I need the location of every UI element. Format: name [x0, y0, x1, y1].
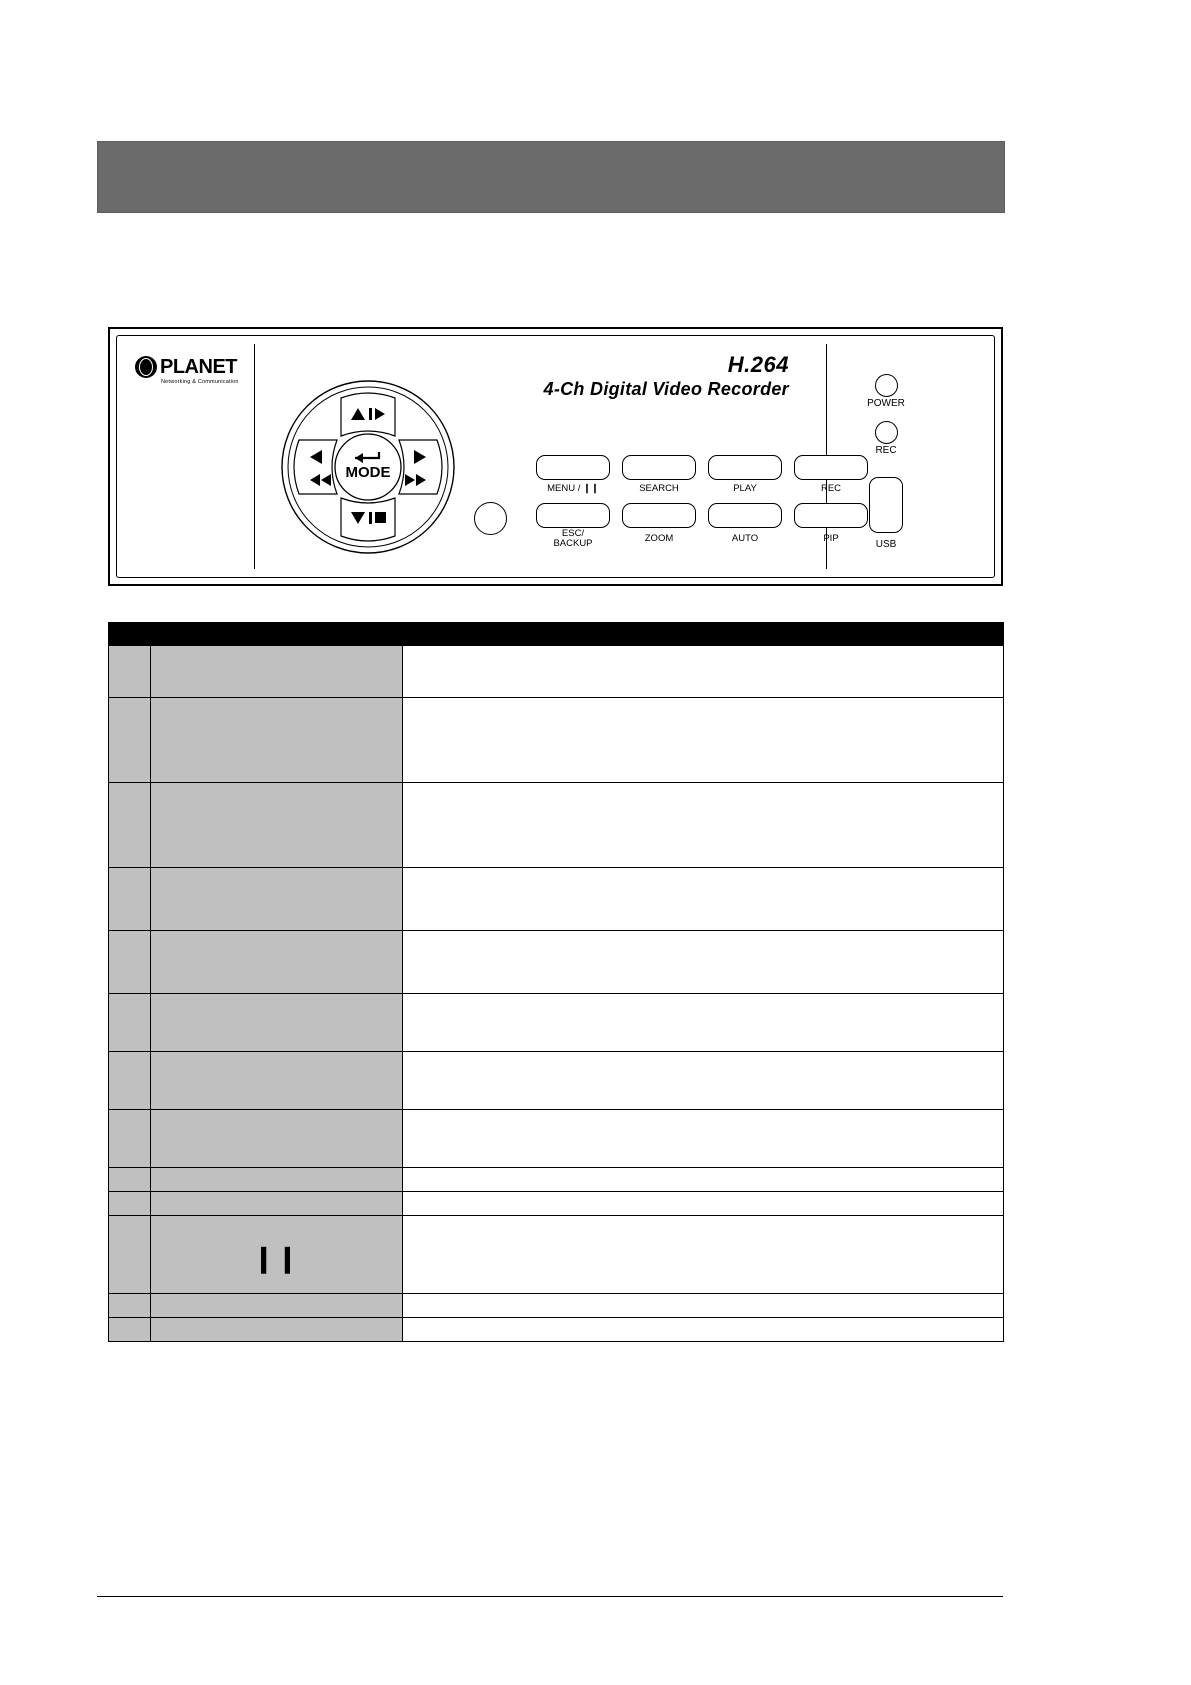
product-title: [544, 352, 789, 400]
row-item-text: [151, 698, 402, 706]
menu-pause-label: MENU / ❙❙: [547, 483, 599, 494]
table-row: [109, 994, 1004, 1052]
row-description-cell: [403, 994, 1004, 1052]
row-description-cell: [403, 698, 1004, 783]
rec-label: REC: [820, 483, 842, 494]
play-label: PLAY: [733, 483, 757, 494]
row-description-cell: [403, 783, 1004, 868]
pip-button[interactable]: [794, 503, 868, 528]
row-item-cell: [151, 646, 403, 698]
product-codec: H.264: [727, 352, 789, 377]
table-row: [109, 1216, 1004, 1294]
table-header: [109, 623, 1004, 646]
row-description-text: [403, 994, 1003, 1002]
row-item-text: [151, 868, 402, 876]
row-description-text: [403, 1318, 1003, 1326]
row-description-cell: [403, 1216, 1004, 1294]
row-item-cell: [151, 1052, 403, 1110]
pause-icon: ❙❙: [252, 1243, 301, 1273]
brand-logo: [135, 356, 255, 385]
row-item-text: [151, 994, 402, 1002]
footer-divider: [97, 1596, 1003, 1597]
panel-inner-frame: [116, 335, 995, 578]
row-number-cell: [109, 1168, 151, 1192]
table-row: [109, 1318, 1004, 1342]
rec-led-icon: [875, 421, 898, 444]
auto-label: AUTO: [731, 533, 759, 544]
row-number-cell: [109, 698, 151, 783]
row-item-cell: [151, 698, 403, 783]
row-description-cell: [403, 1318, 1004, 1342]
rec-led-label: REC: [875, 445, 897, 456]
row-item-text: [151, 1192, 402, 1200]
product-model: 4-Ch Digital Video Recorder: [543, 379, 789, 399]
row-description-text: [403, 783, 1003, 791]
header-cell-item: [151, 623, 403, 646]
row-item-cell: [151, 1168, 403, 1192]
table-row: [109, 698, 1004, 783]
row-description-text: [403, 1052, 1003, 1060]
table-row: [109, 931, 1004, 994]
row-description-text: [403, 646, 1003, 654]
row-description-text: [403, 698, 1003, 706]
row-item-text: [151, 1318, 402, 1326]
row-number-text: [109, 1294, 150, 1302]
svg-text:MODE: MODE: [345, 464, 391, 481]
row-description-cell: [403, 646, 1004, 698]
row-number-cell: [109, 994, 151, 1052]
row-description-cell: [403, 931, 1004, 994]
table-body: [109, 646, 1004, 1342]
table-header-row: [109, 623, 1004, 646]
table-row: [109, 1192, 1004, 1216]
zoom-button[interactable]: [622, 503, 696, 528]
row-number-text: [109, 1216, 150, 1224]
row-description-cell: [403, 1168, 1004, 1192]
row-number-text: [109, 698, 150, 706]
table-row: [109, 1168, 1004, 1192]
table-row: [109, 1294, 1004, 1318]
row-item-cell: [151, 1216, 403, 1294]
esc-backup-label-line2: BACKUP: [553, 538, 593, 549]
row-number-cell: [109, 868, 151, 931]
row-number-cell: [109, 1192, 151, 1216]
table-row: [109, 1052, 1004, 1110]
row-item-text: [151, 1294, 402, 1302]
row-item-text: [151, 1052, 402, 1060]
panel-key-description-table: [108, 622, 1004, 1342]
row-description-text: [403, 1294, 1003, 1302]
row-item-cell: [151, 1110, 403, 1168]
zoom-label: ZOOM: [644, 533, 674, 544]
table-row: [109, 868, 1004, 931]
row-item-cell: [151, 1318, 403, 1342]
row-description-text: [403, 1168, 1003, 1176]
brand-name: PLANET: [160, 356, 237, 378]
table-row: [109, 783, 1004, 868]
row-description-cell: [403, 868, 1004, 931]
globe-icon: [135, 356, 157, 378]
pip-label: PIP: [823, 533, 839, 544]
row-number-cell: [109, 1294, 151, 1318]
row-number-text: [109, 1192, 150, 1200]
esc-backup-button[interactable]: [536, 503, 610, 528]
row-number-text: [109, 1318, 150, 1326]
dvr-front-panel-illustration: [108, 327, 1003, 586]
row-number-cell: [109, 646, 151, 698]
row-item-cell: [151, 1294, 403, 1318]
row-description-cell: [403, 1294, 1004, 1318]
esc-backup-label-line1: ESC/: [561, 528, 585, 539]
row-number-cell: [109, 931, 151, 994]
row-description-text: [403, 1192, 1003, 1200]
row-description-text: [403, 1110, 1003, 1118]
table-row: [109, 1110, 1004, 1168]
row-item-cell: [151, 931, 403, 994]
row-item-text: [151, 1110, 402, 1118]
row-number-text: [109, 646, 150, 654]
row-number-cell: [109, 1110, 151, 1168]
row-item-text: [151, 783, 402, 791]
row-number-text: [109, 931, 150, 939]
row-description-cell: [403, 1192, 1004, 1216]
row-number-text: [109, 783, 150, 791]
row-item-cell: [151, 994, 403, 1052]
navigation-pad: [279, 378, 457, 556]
ir-sensor-button[interactable]: [474, 502, 507, 535]
auto-button[interactable]: [708, 503, 782, 528]
row-description-text: [403, 868, 1003, 876]
header-cell-no: [109, 623, 151, 646]
row-number-text: [109, 994, 150, 1002]
row-description-text: [403, 1216, 1003, 1224]
row-number-text: [109, 1168, 150, 1176]
row-item-cell: [151, 1192, 403, 1216]
row-item-text: [151, 1168, 402, 1176]
row-number-text: [109, 868, 150, 876]
row-description-cell: [403, 1110, 1004, 1168]
search-label: SEARCH: [639, 483, 679, 494]
usb-port-label: USB: [875, 539, 897, 550]
section-header-banner: [97, 141, 1005, 213]
row-number-text: [109, 1052, 150, 1060]
row-description-text: [403, 931, 1003, 939]
row-item-cell: [151, 783, 403, 868]
row-description-cell: [403, 1052, 1004, 1110]
power-led-icon: [875, 374, 898, 397]
row-item-text: [151, 646, 402, 654]
search-button[interactable]: [622, 455, 696, 480]
brand-tagline: Networking & Communication: [161, 379, 239, 385]
row-number-text: [109, 1110, 150, 1118]
row-number-cell: [109, 1216, 151, 1294]
play-button[interactable]: [708, 455, 782, 480]
row-number-cell: [109, 1318, 151, 1342]
rec-button[interactable]: [794, 455, 868, 480]
row-number-cell: [109, 1052, 151, 1110]
table-row: [109, 646, 1004, 698]
row-item-text: [151, 931, 402, 939]
menu-pause-button[interactable]: [536, 455, 610, 480]
usb-port[interactable]: [869, 477, 903, 533]
power-led-label: POWER: [867, 398, 905, 409]
header-cell-description: [403, 623, 1004, 646]
row-item-cell: [151, 868, 403, 931]
row-number-cell: [109, 783, 151, 868]
